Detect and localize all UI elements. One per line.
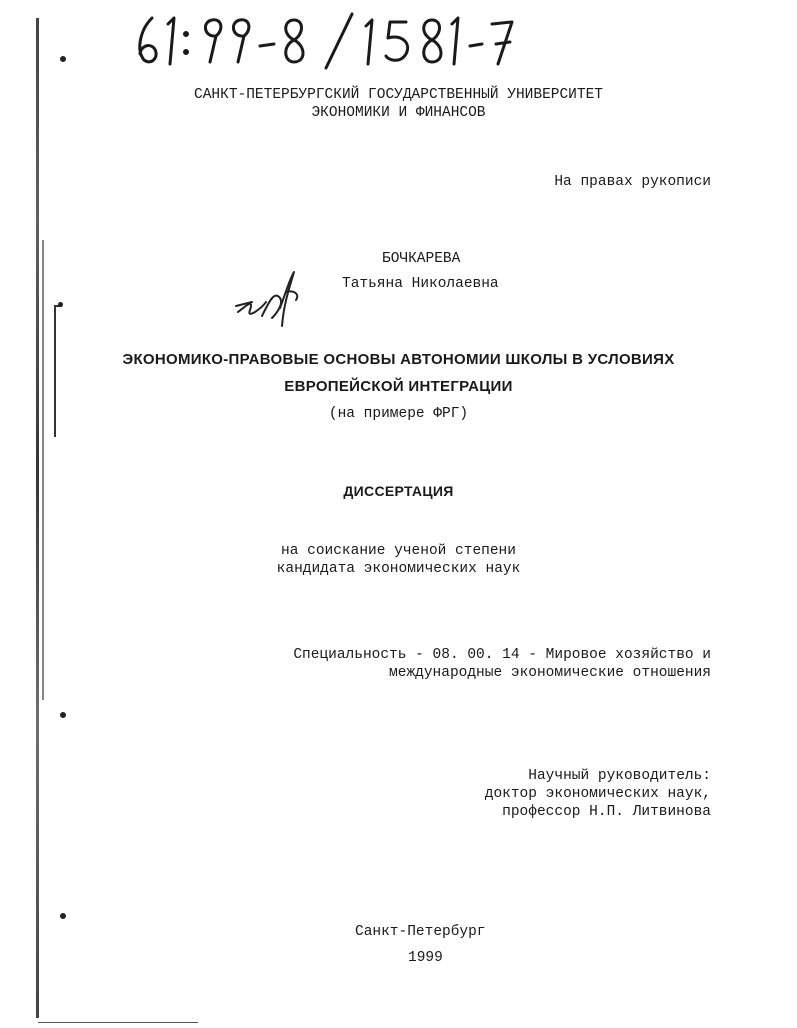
handwritten-archive-number [130, 10, 530, 70]
scan-binding-edge-inner [42, 240, 44, 700]
supervisor-degree: доктор экономических наук, [484, 786, 711, 802]
dissertation-subtitle: (на примере ФРГ) [328, 406, 469, 422]
punch-hole-mark [58, 302, 63, 307]
punch-hole-mark [60, 56, 66, 62]
year: 1999 [408, 950, 443, 966]
university-name-line1: САНКТ-ПЕТЕРБУРГСКИЙ ГОСУДАРСТВЕННЫЙ УНИВЕРСИТЕТ [194, 87, 603, 103]
dissertation-title-line1: ЭКОНОМИКО-ПРАВОВЫЕ ОСНОВЫ АВТОНОМИИ ШКОЛЫ В УСЛОВИЯХ [122, 351, 675, 368]
degree-line1: на соискание ученой степени [281, 543, 516, 559]
degree-line2: кандидата экономических наук [276, 561, 521, 577]
supervisor-name: профессор Н.П. Литвинова [502, 804, 711, 820]
author-signature [232, 268, 304, 330]
author-given-names: Татьяна Николаевна [342, 276, 499, 292]
document-type: ДИССЕРТАЦИЯ [343, 483, 454, 499]
specialty-line1: Специальность - 08. 00. 14 - Мировое хозяйство и [293, 647, 711, 663]
punch-hole-mark [60, 913, 66, 919]
scan-binding-edge [36, 18, 39, 1018]
punch-hole-mark [60, 712, 66, 718]
supervisor-label: Научный руководитель: [528, 768, 711, 784]
dissertation-title-line2: ЕВРОПЕЙСКОЙ ИНТЕГРАЦИИ [284, 378, 513, 395]
author-surname: БОЧКАРЕВА [382, 251, 461, 267]
rights-note: На правах рукописи [554, 174, 711, 190]
city: Санкт-Петербург [355, 924, 486, 940]
specialty-line2: международные экономические отношения [389, 665, 711, 681]
university-name-line2: ЭКОНОМИКИ И ФИНАНСОВ [311, 105, 486, 121]
scan-bottom-line [38, 1022, 198, 1023]
